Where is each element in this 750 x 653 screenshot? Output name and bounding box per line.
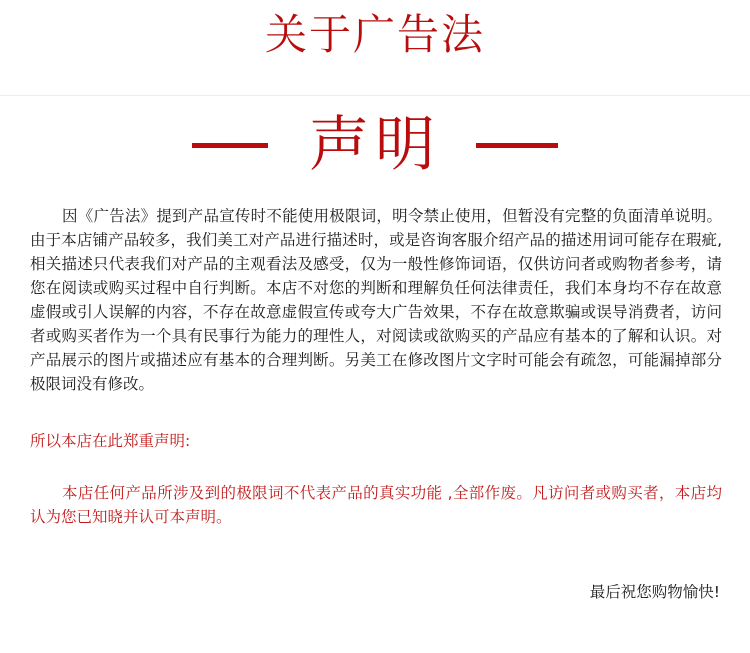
closing-wish: 最后祝您购物愉快!: [589, 583, 720, 601]
solemn-declaration-intro: 所以本店在此郑重声明:: [30, 432, 191, 450]
declaration-heading: [0, 110, 750, 180]
heading-rule-right: [476, 143, 558, 148]
solemn-declaration-body: 本店任何产品所涉及到的极限词不代表产品的真实功能 ,全部作废。凡访问者或购买者，本店均认为您已知晓并认可本声明。: [30, 484, 722, 526]
title-banner: [0, 0, 750, 96]
declaration-body: 因《广告法》提到产品宣传时不能使用极限词，明令禁止使用，但暂没有完整的负面清单说明。由于本店铺产品较多，我们美工对产品进行描述时，或是咨询客服介绍产品的描述用词可能存在瑕疵,相关描述只代表我们对产品的主观看法及感受，仅为一般性修饰词语，仅供访问者或购物者参考，请您在阅读或购买过程中自行判断。本店不对您的判断和理解负任何法律责任，我们本身均不存在故意虚假或引人误解的内容，不存在故意虚假宣传或夸大广告效果，不存在故意欺骗或误导消费者，访问者或购买者作为一个具有民事行为能力的理性人，对阅读或欲购买的产品应有基本的了解和认识。对产品展示的图片或描述应有基本的合理判断。另美工在修改图片文字时可能会有疏忽，可能漏掉部分极限词没有修改。: [30, 207, 722, 393]
heading-rule-left: [192, 143, 268, 148]
page-title: 关于广告法: [264, 10, 485, 59]
heading-text: 声明: [309, 110, 441, 180]
